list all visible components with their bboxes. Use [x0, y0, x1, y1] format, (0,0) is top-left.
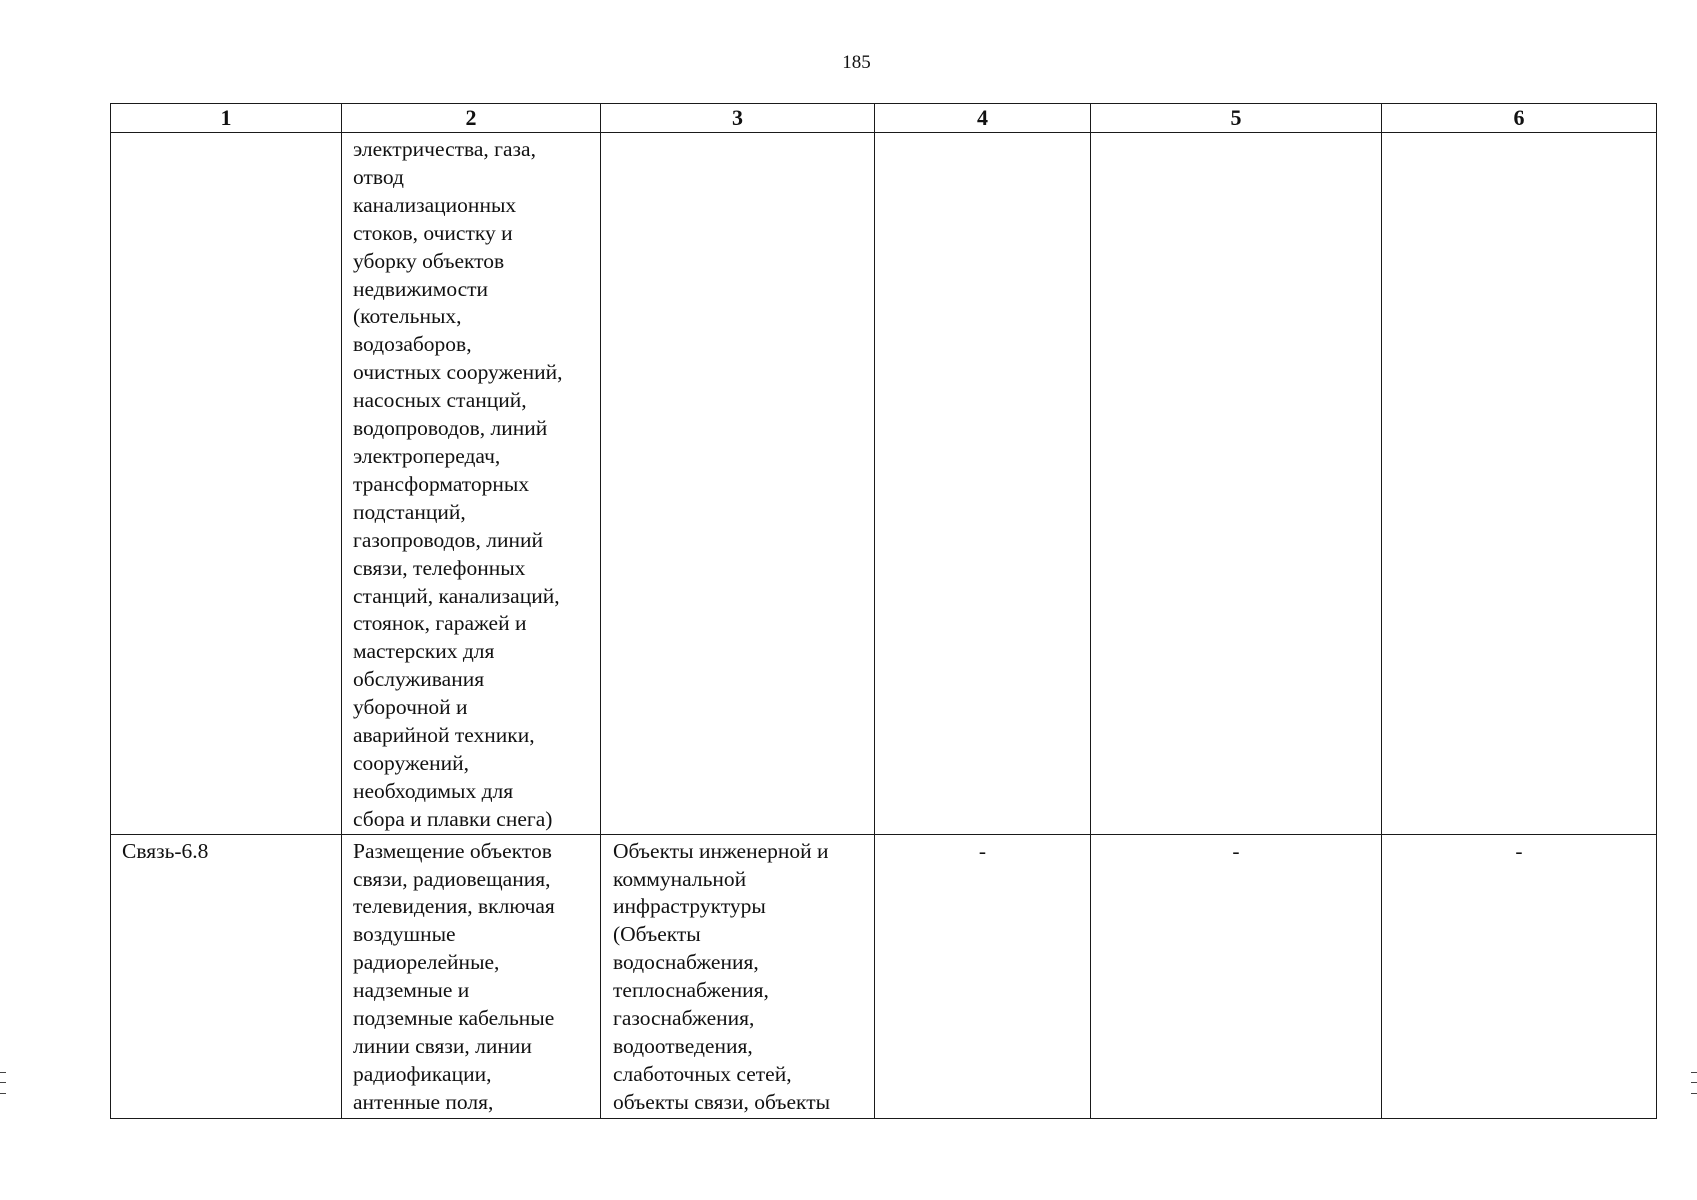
column-header-2: 2: [342, 104, 601, 133]
page-number: 185: [842, 52, 871, 73]
scan-edge-mark-left: [0, 1072, 6, 1094]
regulations-table: [110, 103, 1657, 1119]
table-row: [111, 834, 1657, 1118]
table-header-row: [111, 104, 1657, 133]
column-header-4: 4: [875, 104, 1091, 133]
column-header-3: 3: [601, 104, 875, 133]
table-cell: -: [1382, 834, 1657, 1118]
table-cell: [1382, 133, 1657, 835]
table-cell: электричества, газа, отвод канализационных стоков, очистку и уборку объектов недвижимости (котельных, водозаборов, очистных сооружений, насосных станций, водопроводов, линий электропередач, трансформаторных подстанций, газопроводов, линий связи, телефонных станций, канализаций, стоянок, гаражей и мастерских для обслуживания уборочной и аварийной техники, сооружений, необходимых для сбора и плавки снега): [342, 133, 601, 835]
table-cell: Связь-6.8: [111, 834, 342, 1118]
table-cell: Объекты инженерной и коммунальной инфраструктуры (Объекты водоснабжения, теплоснабжения, газоснабжения, водоотведения, слаботочных сетей, объекты связи, объекты: [601, 834, 875, 1118]
table-cell: [1091, 133, 1382, 835]
table-cell: Размещение объектов связи, радиовещания, телевидения, включая воздушные радиорелейные, надземные и подземные кабельные линии связи, линии радиофикации, антенные поля,: [342, 834, 601, 1118]
table-row: [111, 133, 1657, 835]
table-cell: [111, 133, 342, 835]
table-cell: [875, 133, 1091, 835]
column-header-6: 6: [1382, 104, 1657, 133]
scan-edge-mark-right: [1691, 1072, 1697, 1094]
table-cell: -: [1091, 834, 1382, 1118]
column-header-1: 1: [111, 104, 342, 133]
table-cell: -: [875, 834, 1091, 1118]
table-cell: [601, 133, 875, 835]
column-header-5: 5: [1091, 104, 1382, 133]
